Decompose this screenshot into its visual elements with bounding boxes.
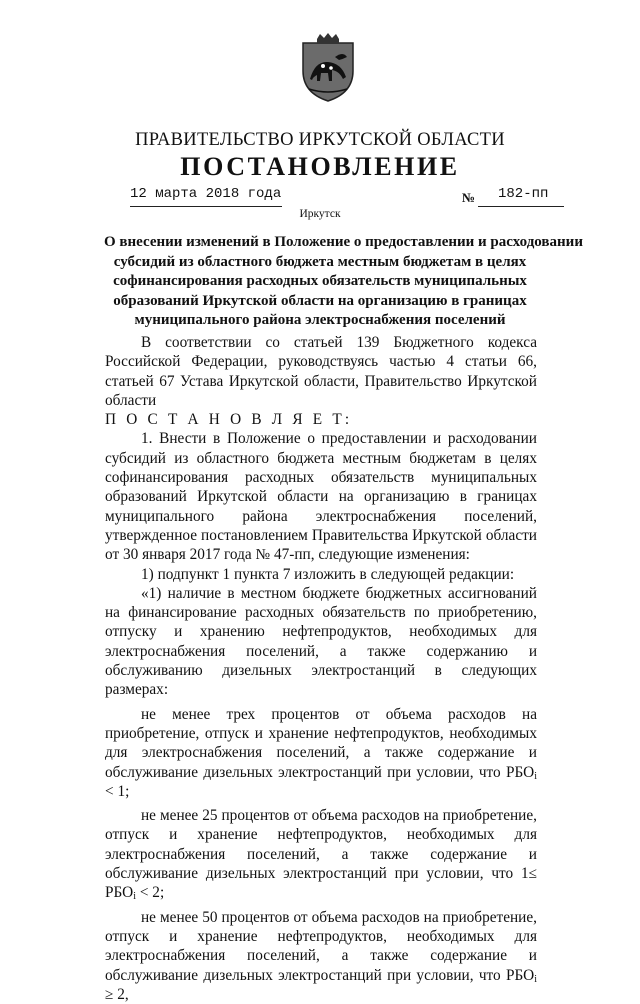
title-line: образований Иркутской области на организацию в границах [113,292,527,309]
number-sign: № [462,190,476,205]
title-line: муниципального района электроснабжения поселений [134,312,506,328]
document-date: 12 марта 2018 года [130,186,282,202]
condition-3-tail: ≥ 2, [105,985,129,1003]
place-of-issue: Иркутск [299,208,341,220]
item-1-paragraph: 1. Внести в Положение о предоставлении и расходовании субсидий из областного бюджета местным бюджетам в целях софинансирования расходных обязательств муниципальных образований Иркутской области на организацию в границах муниципального района электроснабжения поселений, утвержденное постановлением Правительства Иркутской области от 30 января 2017 года № 47-пп, следующие изменения: [105,430,537,564]
condition-2-subscript: i [133,891,137,903]
title-line: субсидий из областного бюджета местным бюджетам в целях [113,253,527,270]
condition-2-tail: < 2; [136,884,165,902]
document-title [104,233,583,331]
date-underline [130,206,282,207]
condition-1-paragraph [105,705,537,801]
title-line: О внесении изменений в Положение о предоставлении и расходовании [104,234,583,250]
quoted-text-paragraph: «1) наличие в местном бюджете бюджетных ассигнований на финансирование расходных обязательств по приобретению, отпуску и хранению нефтепродуктов, необходимых для электроснабжения поселений, а также содержанию и обслуживанию дизельных электростанций в следующих размерах: [105,584,537,699]
organization-name: ПРАВИТЕЛЬСТВО ИРКУТСКОЙ ОБЛАСТИ [135,130,505,150]
condition-2-paragraph [105,806,537,902]
condition-3-text: не менее 50 процентов от объема расходов на приобретение, отпуск и хранение нефтепродуктов, необходимых для электроснабжения поселений, а также содержание и обслуживание дизельных электростанций при условии, что РБО [105,908,537,984]
condition-1-tail: < 1; [105,782,130,800]
number-underline [478,206,564,207]
subitem-1-paragraph: 1) подпункт 1 пункта 7 изложить в следующей редакции: [141,565,515,583]
condition-1-text: не менее трех процентов от объема расходов на приобретение, отпуск и хранение нефтепродуктов, необходимых для электроснабжения поселений, а также содержание и обслуживание дизельных электростанций при условии, что РБО [105,705,537,781]
condition-2-text: не менее 25 процентов от объема расходов на приобретение, отпуск и хранение нефтепродуктов, необходимых для электроснабжения поселений, а также содержание и обслуживание дизельных электростанций при условии, что 1≤ РБО [105,807,537,902]
document-number: 182-пп [498,186,549,202]
document-type: ПОСТАНОВЛЕНИЕ [180,152,460,181]
preamble-paragraph: В соответствии со статьей 139 Бюджетного кодекса Российской Федерации, руководствуясь частью 4 статьи 66, статьей 67 Устава Иркутской области, Правительство Иркутской области [105,334,537,409]
decree-word: П О С Т А Н О В Л Я Е Т: [105,411,353,429]
condition-1-subscript: i [534,770,537,782]
document-body [105,333,537,1004]
condition-3-subscript: i [534,973,537,985]
irkutsk-coat-of-arms-icon [299,33,357,103]
condition-3-paragraph [105,908,537,1004]
title-line: софинансирования расходных обязательств муниципальных [113,273,527,289]
